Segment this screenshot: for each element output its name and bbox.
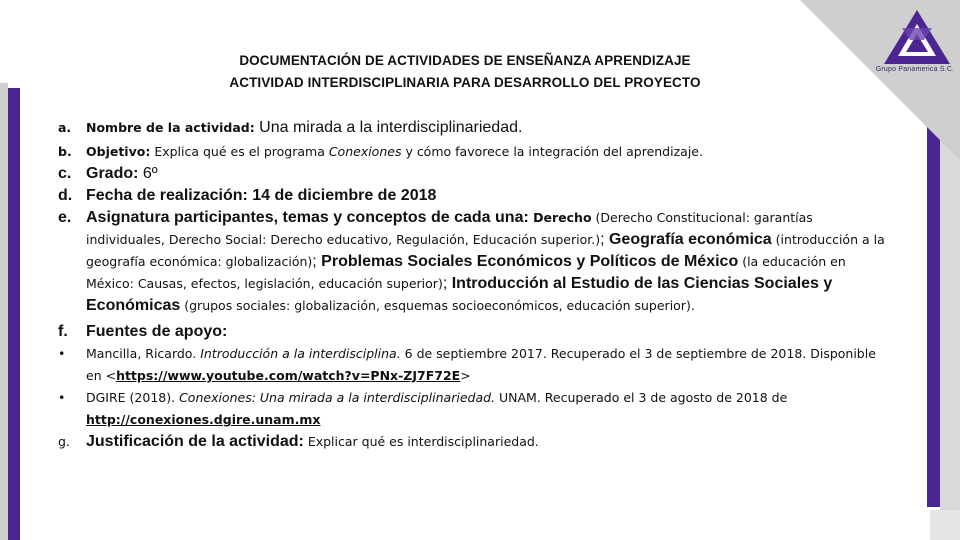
objective-label: Objetivo: xyxy=(86,144,151,159)
document-header xyxy=(150,50,780,94)
subject-2-desc: (introducción a la geografía económica: globalización) xyxy=(86,232,885,269)
reference-item xyxy=(58,387,888,431)
left-purple-bar xyxy=(8,88,20,540)
reference-title: Introducción a la interdisciplina. xyxy=(200,346,401,361)
justification-label: Justificación de la actividad: xyxy=(86,433,304,450)
reference-link[interactable]: https://www.youtube.com/watch?v=PNx-ZJ7F72E xyxy=(116,368,461,383)
reference-text-pre: Mancilla, Ricardo. xyxy=(86,346,201,361)
objective-text-post: y cómo favorece la integración del aprendizaje. xyxy=(401,144,703,159)
subject-1-name: Derecho xyxy=(528,210,592,225)
item-marker: a. xyxy=(58,120,72,135)
bullet-icon: • xyxy=(58,390,66,405)
item-g-justification xyxy=(58,431,888,453)
objective-text-pre: Explica qué es el programa xyxy=(150,144,329,159)
reference-text-pre: DGIRE (2018). xyxy=(86,390,180,405)
subject-4-name: Introducción al Estudio de las Ciencias Sociales y Económicas xyxy=(86,275,833,314)
header-title-line2: ACTIVIDAD INTERDISCIPLINARIA PARA DESARROLLO DEL PROYECTO xyxy=(229,75,701,90)
subject-3-desc: (la educación en México: Causas, efectos, legislación, educación superior) xyxy=(86,254,846,291)
activity-name-label: Nombre de la actividad: xyxy=(86,120,255,135)
reference-text-mid: 6 de septiembre 2017. Recuperado el 3 de septiembre de 2018. Disponible en < xyxy=(86,346,876,383)
item-marker: g. xyxy=(58,434,70,449)
separator: ; xyxy=(312,253,322,270)
reference-link[interactable]: http://conexiones.dgire.unam.mx xyxy=(86,412,321,427)
item-marker: f. xyxy=(58,323,68,340)
item-d-date xyxy=(58,185,888,207)
item-c-grade xyxy=(58,163,888,185)
subject-4-desc: (grupos sociales: globalización, esquemas socioeconómicos, educación superior). xyxy=(180,298,695,313)
item-a-activity-name xyxy=(58,117,888,139)
separator: ; xyxy=(442,275,452,292)
logo-text: Grupo Panamerica S.C. xyxy=(875,66,955,73)
subject-2-name: Geografía económica xyxy=(608,231,772,248)
justification-value: Explicar qué es interdisciplinariedad. xyxy=(303,434,539,449)
grade-value: 6º xyxy=(138,165,158,182)
bullet-icon: • xyxy=(58,346,66,361)
right-gray-bar xyxy=(940,110,960,510)
item-f-sources xyxy=(58,321,888,343)
reference-text-mid: UNAM. Recuperado el 3 de agosto de 2018 de xyxy=(495,390,788,405)
header-title-line1: DOCUMENTACIÓN DE ACTIVIDADES DE ENSEÑANZA APRENDIZAJE xyxy=(239,53,691,68)
date-label: Fecha de realización: 14 de diciembre de 2018 xyxy=(86,187,437,204)
item-marker: b. xyxy=(58,144,72,159)
objective-text-italic: Conexiones xyxy=(328,144,402,159)
reference-text-post: > xyxy=(460,368,471,383)
item-b-objective xyxy=(58,141,888,163)
reference-item xyxy=(58,343,888,387)
item-e-subjects xyxy=(58,207,888,317)
separator: ; xyxy=(600,231,609,248)
item-marker: e. xyxy=(58,209,72,226)
item-marker: d. xyxy=(58,187,73,204)
grade-label: Grado: xyxy=(86,165,139,182)
item-marker: c. xyxy=(58,165,72,182)
bottom-right-block xyxy=(930,510,960,540)
reference-title: Conexiones: Una mirada a la interdisciplinariedad. xyxy=(179,390,496,405)
activity-list xyxy=(58,117,888,453)
subject-1-desc: (Derecho Constitucional: garantías individuales, Derecho Social: Derecho educativo, Regulación, Educación superior.) xyxy=(86,210,813,247)
sources-label: Fuentes de apoyo: xyxy=(86,323,228,340)
subject-3-name: Problemas Sociales Económicos y Políticos de México xyxy=(321,253,739,270)
left-gray-bar xyxy=(0,83,8,540)
activity-name-value: Una mirada a la interdisciplinariedad. xyxy=(254,119,523,136)
subjects-label: Asignatura participantes, temas y conceptos de cada una: xyxy=(86,209,529,226)
